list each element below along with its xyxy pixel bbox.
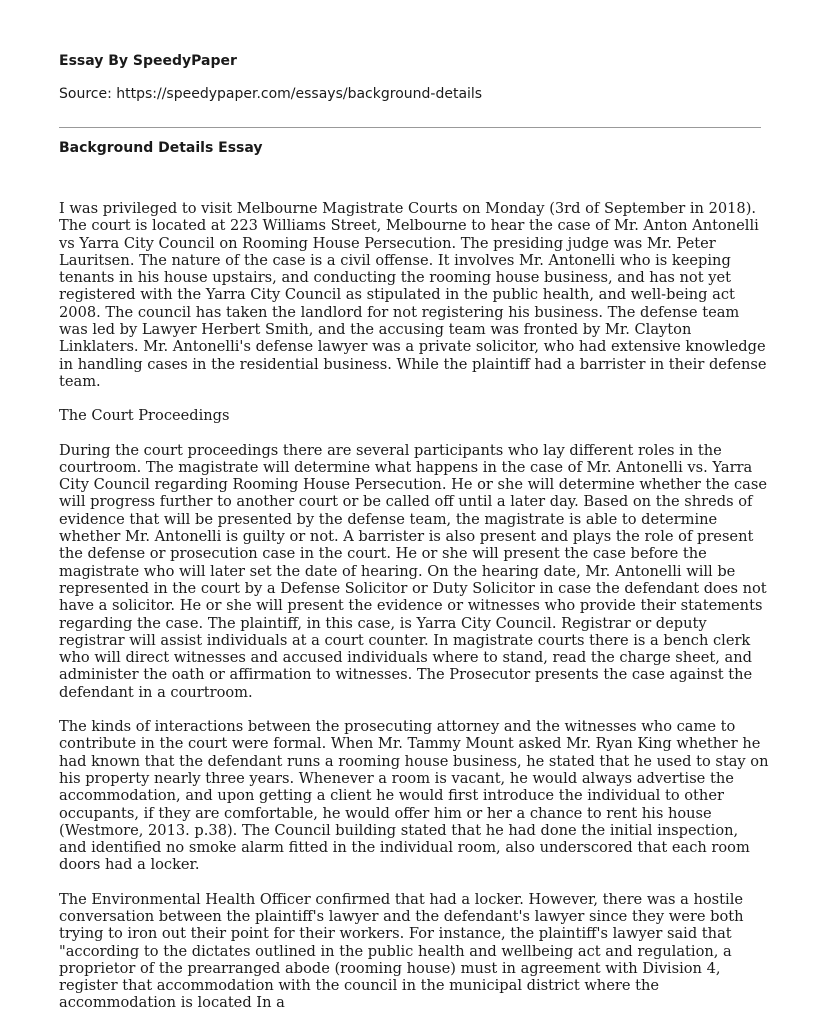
paragraph-health-officer: The Environmental Health Officer confirmed that had a locker. However, there was a hostile conversation between the plaintiff's lawyer and the defendant's lawyer since they were both trying to iron out their point for their workers. For instance, the plaintiff's lawyer said that "according to the dictates outlined in the public health and wellbeing act and regulation, a proprietor of the prearranged abode (rooming house) must in agreement with Division 4, register that accommodation with the council in the municipal district where the accommodation is located In a <box>59 890 744 1012</box>
essay-title: Background Details Essay <box>59 140 263 156</box>
section-heading: The Court Proceedings <box>59 407 230 425</box>
paragraph-interactions: The kinds of interactions between the prosecuting attorney and the witnesses who came to contribute in the court were formal. When Mr. Tammy Mount asked Mr. Ryan King whether he had known that the defendant runs a rooming house business, he stated that he used to stay on his property nearly three years. Whenever a room is vacant, he would always advertise the accommodation, and upon getting a client he would first introduce the individual to other occupants, if they are comfortable, he would offer him or her a chance to rent his house (Westmore, 2013. p.38). The Council building stated that he had done the initial inspection, and identified no smoke alarm fitted in the individual room, also underscored that each room doors had a locker. <box>59 718 769 874</box>
publisher-title: Essay By SpeedyPaper <box>59 53 237 69</box>
source-line: Source: https://speedypaper.com/essays/background-details <box>59 86 483 102</box>
paragraph-intro: I was privileged to visit Melbourne Magistrate Courts on Monday (3rd of September in 2018). The court is located at 223 Williams Street, Melbourne to hear the case of Mr. Anton Antonelli vs Yarra City Council on Rooming House Persecution. The presiding judge was Mr. Peter Lauritsen. The nature of the case is a civil offense. It involves Mr. Antonelli who is keeping tenants in his house upstairs, and conducting the rooming house business, and has not yet registered with the Yarra City Council as stipulated in the public health, and well-being act 2008. The council has taken the landlord for not registering his business. The defense team was led by Lawyer Herbert Smith, and the accusing team was fronted by Mr. Clayton Linklaters. Mr. Antonelli's defense lawyer was a private solicitor, who had extensive knowledge in handling cases in the residential business. While the plaintiff had a barrister in their defense team. <box>59 200 767 390</box>
paragraph-proceedings: During the court proceedings there are several participants who lay different roles in the courtroom. The magistrate will determine what happens in the case of Mr. Antonelli vs. Yarra City Council regarding Rooming House Persecution. He or she will determine whether the case will progress further to another court or be called off until a later day. Based on the shreds of evidence that will be presented by the defense team, the magistrate is able to determine whether Mr. Antonelli is guilty or not. A barrister is also present and plays the role of present the defense or prosecution case in the court. He or she will present the case before the magistrate who will later set the date of hearing. On the hearing date, Mr. Antonelli will be represented in the court by a Defense Solicitor or Duty Solicitor in case the defendant does not have a solicitor. He or she will present the evidence or witnesses who provide their statements regarding the case. The plaintiff, in this case, is Yarra City Council. Registrar or deputy registrar will assist individuals at a court counter. In magistrate courts there is a bench clerk who will direct witnesses and accused individuals where to stand, read the charge sheet, and administer the oath or affirmation to witnesses. The Prosecutor presents the case against the defendant in a courtroom. <box>59 441 768 701</box>
divider <box>59 127 761 128</box>
essay-body <box>59 200 769 1029</box>
